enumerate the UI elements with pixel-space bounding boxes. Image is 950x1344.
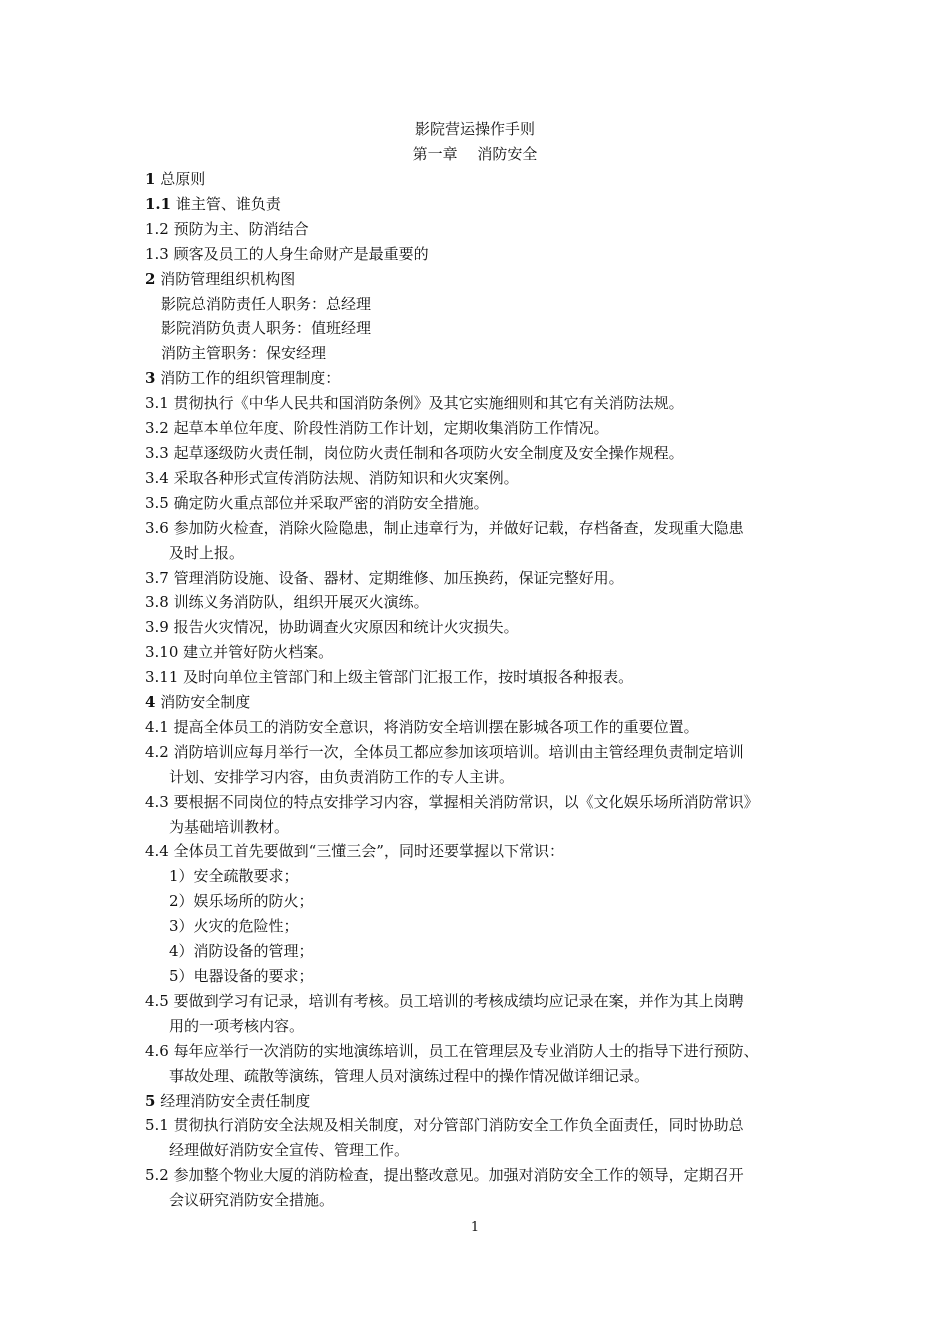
body-line	[145, 690, 810, 715]
body-line	[145, 416, 810, 441]
body-line	[145, 1064, 810, 1089]
line-text: 3.1 贯彻执行《中华人民共和国消防条例》及其它实施细则和其它有关消防法规。	[145, 394, 684, 413]
body-line	[145, 366, 810, 391]
body-line	[145, 1138, 810, 1163]
body-line	[145, 491, 810, 516]
body-line	[145, 839, 810, 864]
line-text: 4.2 消防培训应每月举行一次，全体员工都应参加该项培训。培训由主管经理负责制定培训	[145, 742, 744, 761]
document-title: 影院营运操作手则	[414, 120, 535, 138]
line-text: 影院消防负责人职务：值班经理	[161, 319, 372, 338]
line-text: 3.6 参加防火检查，消除火险隐患，制止违章行为，并做好记载，存档备查，发现重大隐患	[145, 518, 744, 537]
line-text: 用的一项考核内容。	[169, 1016, 305, 1035]
line-text: 4.6 每年应举行一次消防的实地演练培训，员工在管理层及专业消防人士的指导下进行预防、	[145, 1041, 759, 1060]
body-line	[145, 790, 810, 815]
body-line	[145, 615, 810, 640]
line-text: 1）安全疏散要求；	[169, 867, 299, 886]
line-text: 事故处理、疏散等演练，管理人员对演练过程中的操作情况做详细记录。	[169, 1066, 650, 1085]
body-line	[145, 939, 810, 964]
line-text: 4.3 要根据不同岗位的特点安排学习内容，掌握相关消防常识，以《文化娱乐场所消防常识》	[145, 792, 759, 811]
body-line	[145, 1163, 810, 1188]
body-line	[145, 1188, 810, 1213]
line-text: 为基础培训教材。	[169, 817, 290, 836]
line-text: 2）娱乐场所的防火；	[169, 892, 314, 911]
section-number: 1	[145, 170, 156, 188]
body-line	[145, 964, 810, 989]
line-text: 3.7 管理消防设施、设备、器材、定期维修、加压换药，保证完整好用。	[145, 568, 624, 587]
line-text: 3.9 报告火灾情况，协助调查火灾原因和统计火灾损失。	[145, 618, 519, 637]
body-line	[145, 1113, 810, 1138]
body-line	[145, 665, 810, 690]
document-body	[145, 167, 810, 1213]
body-line	[145, 740, 810, 765]
line-text: 消防管理组织机构图	[155, 269, 296, 288]
body-line	[145, 292, 810, 317]
line-text: 5）电器设备的要求；	[169, 967, 314, 985]
line-text: 3.5 确定防火重点部位并采取严密的消防安全措施。	[145, 493, 489, 512]
body-line	[145, 541, 810, 566]
section-number: 5	[145, 1091, 156, 1110]
line-text: 影院总消防责任人职务：总经理	[161, 294, 372, 313]
line-text: 计划、安排学习内容，由负责消防工作的专人主讲。	[169, 767, 515, 786]
line-text: 经理消防安全责任制度	[155, 1091, 311, 1110]
line-text: 3.3 起草逐级防火责任制，岗位防火责任制和各项防火安全制度及安全操作规程。	[145, 443, 684, 462]
chapter-title: 第一章 消防安全	[412, 145, 538, 163]
body-line	[145, 864, 810, 889]
line-text: 1.3 顾客及员工的人身生命财产是最重要的	[145, 244, 429, 263]
line-text: 4）消防设备的管理；	[169, 942, 314, 961]
line-text: 总原则	[155, 170, 206, 188]
section-number: 1.1	[145, 194, 172, 213]
body-line	[145, 590, 810, 615]
line-text: 3.2 起草本单位年度、阶段性消防工作计划，定期收集消防工作情况。	[145, 419, 609, 438]
line-text: 消防主管职务：保安经理	[161, 344, 327, 363]
body-line	[145, 466, 810, 491]
line-text: 4.4 全体员工首先要做到“三懂三会”，同时还要掌握以下常识：	[145, 842, 564, 861]
title-block	[0, 117, 950, 167]
line-text: 1.2 预防为主、防消结合	[145, 219, 309, 238]
line-text: 3.11 及时向单位主管部门和上级主管部门汇报工作，按时填报各种报表。	[145, 668, 634, 687]
body-line	[145, 715, 810, 740]
line-text: 3）火灾的危险性；	[169, 917, 299, 936]
body-line	[145, 765, 810, 790]
line-text: 5.2 参加整个物业大厦的消防检查，提出整改意见。加强对消防安全工作的领导，定期召开	[145, 1166, 744, 1185]
line-text: 谁主管、谁负责	[171, 194, 281, 213]
body-line	[145, 441, 810, 466]
body-line	[145, 516, 810, 541]
line-text: 4.1 提高全体员工的消防安全意识，将消防安全培训摆在影城各项工作的重要位置。	[145, 717, 699, 736]
body-line	[145, 242, 810, 267]
body-line	[145, 1089, 810, 1114]
section-number: 3	[145, 369, 156, 388]
body-line	[145, 192, 810, 217]
body-line	[145, 267, 810, 292]
line-text: 及时上报。	[169, 543, 245, 562]
line-text: 3.10 建立并管好防火档案。	[145, 643, 334, 662]
body-line	[145, 640, 810, 665]
body-line	[145, 341, 810, 366]
body-line	[145, 1039, 810, 1064]
body-line	[145, 316, 810, 341]
body-line	[145, 1014, 810, 1039]
body-line	[145, 889, 810, 914]
body-line	[145, 391, 810, 416]
body-line	[145, 989, 810, 1014]
body-line	[145, 217, 810, 242]
line-text: 3.4 采取各种形式宣传消防法规、消防知识和火灾案例。	[145, 468, 519, 487]
line-text: 消防安全制度	[155, 693, 251, 712]
line-text: 消防工作的组织管理制度：	[155, 369, 341, 388]
line-text: 5.1 贯彻执行消防安全法规及相关制度，对分管部门消防安全工作负全面责任，同时协助总	[145, 1116, 744, 1135]
body-line	[145, 167, 810, 192]
body-line	[145, 914, 810, 939]
line-text: 会议研究消防安全措施。	[169, 1191, 335, 1210]
line-text: 4.5 要做到学习有记录，培训有考核。员工培训的考核成绩均应记录在案，并作为其上岗聘	[145, 991, 744, 1010]
section-number: 4	[145, 693, 156, 712]
body-line	[145, 566, 810, 591]
section-number: 2	[145, 269, 156, 288]
body-line	[145, 815, 810, 840]
line-text: 经理做好消防安全宣传、管理工作。	[169, 1141, 410, 1160]
line-text: 3.8 训练义务消防队，组织开展灭火演练。	[145, 593, 429, 612]
page-number: 1	[470, 1220, 480, 1235]
